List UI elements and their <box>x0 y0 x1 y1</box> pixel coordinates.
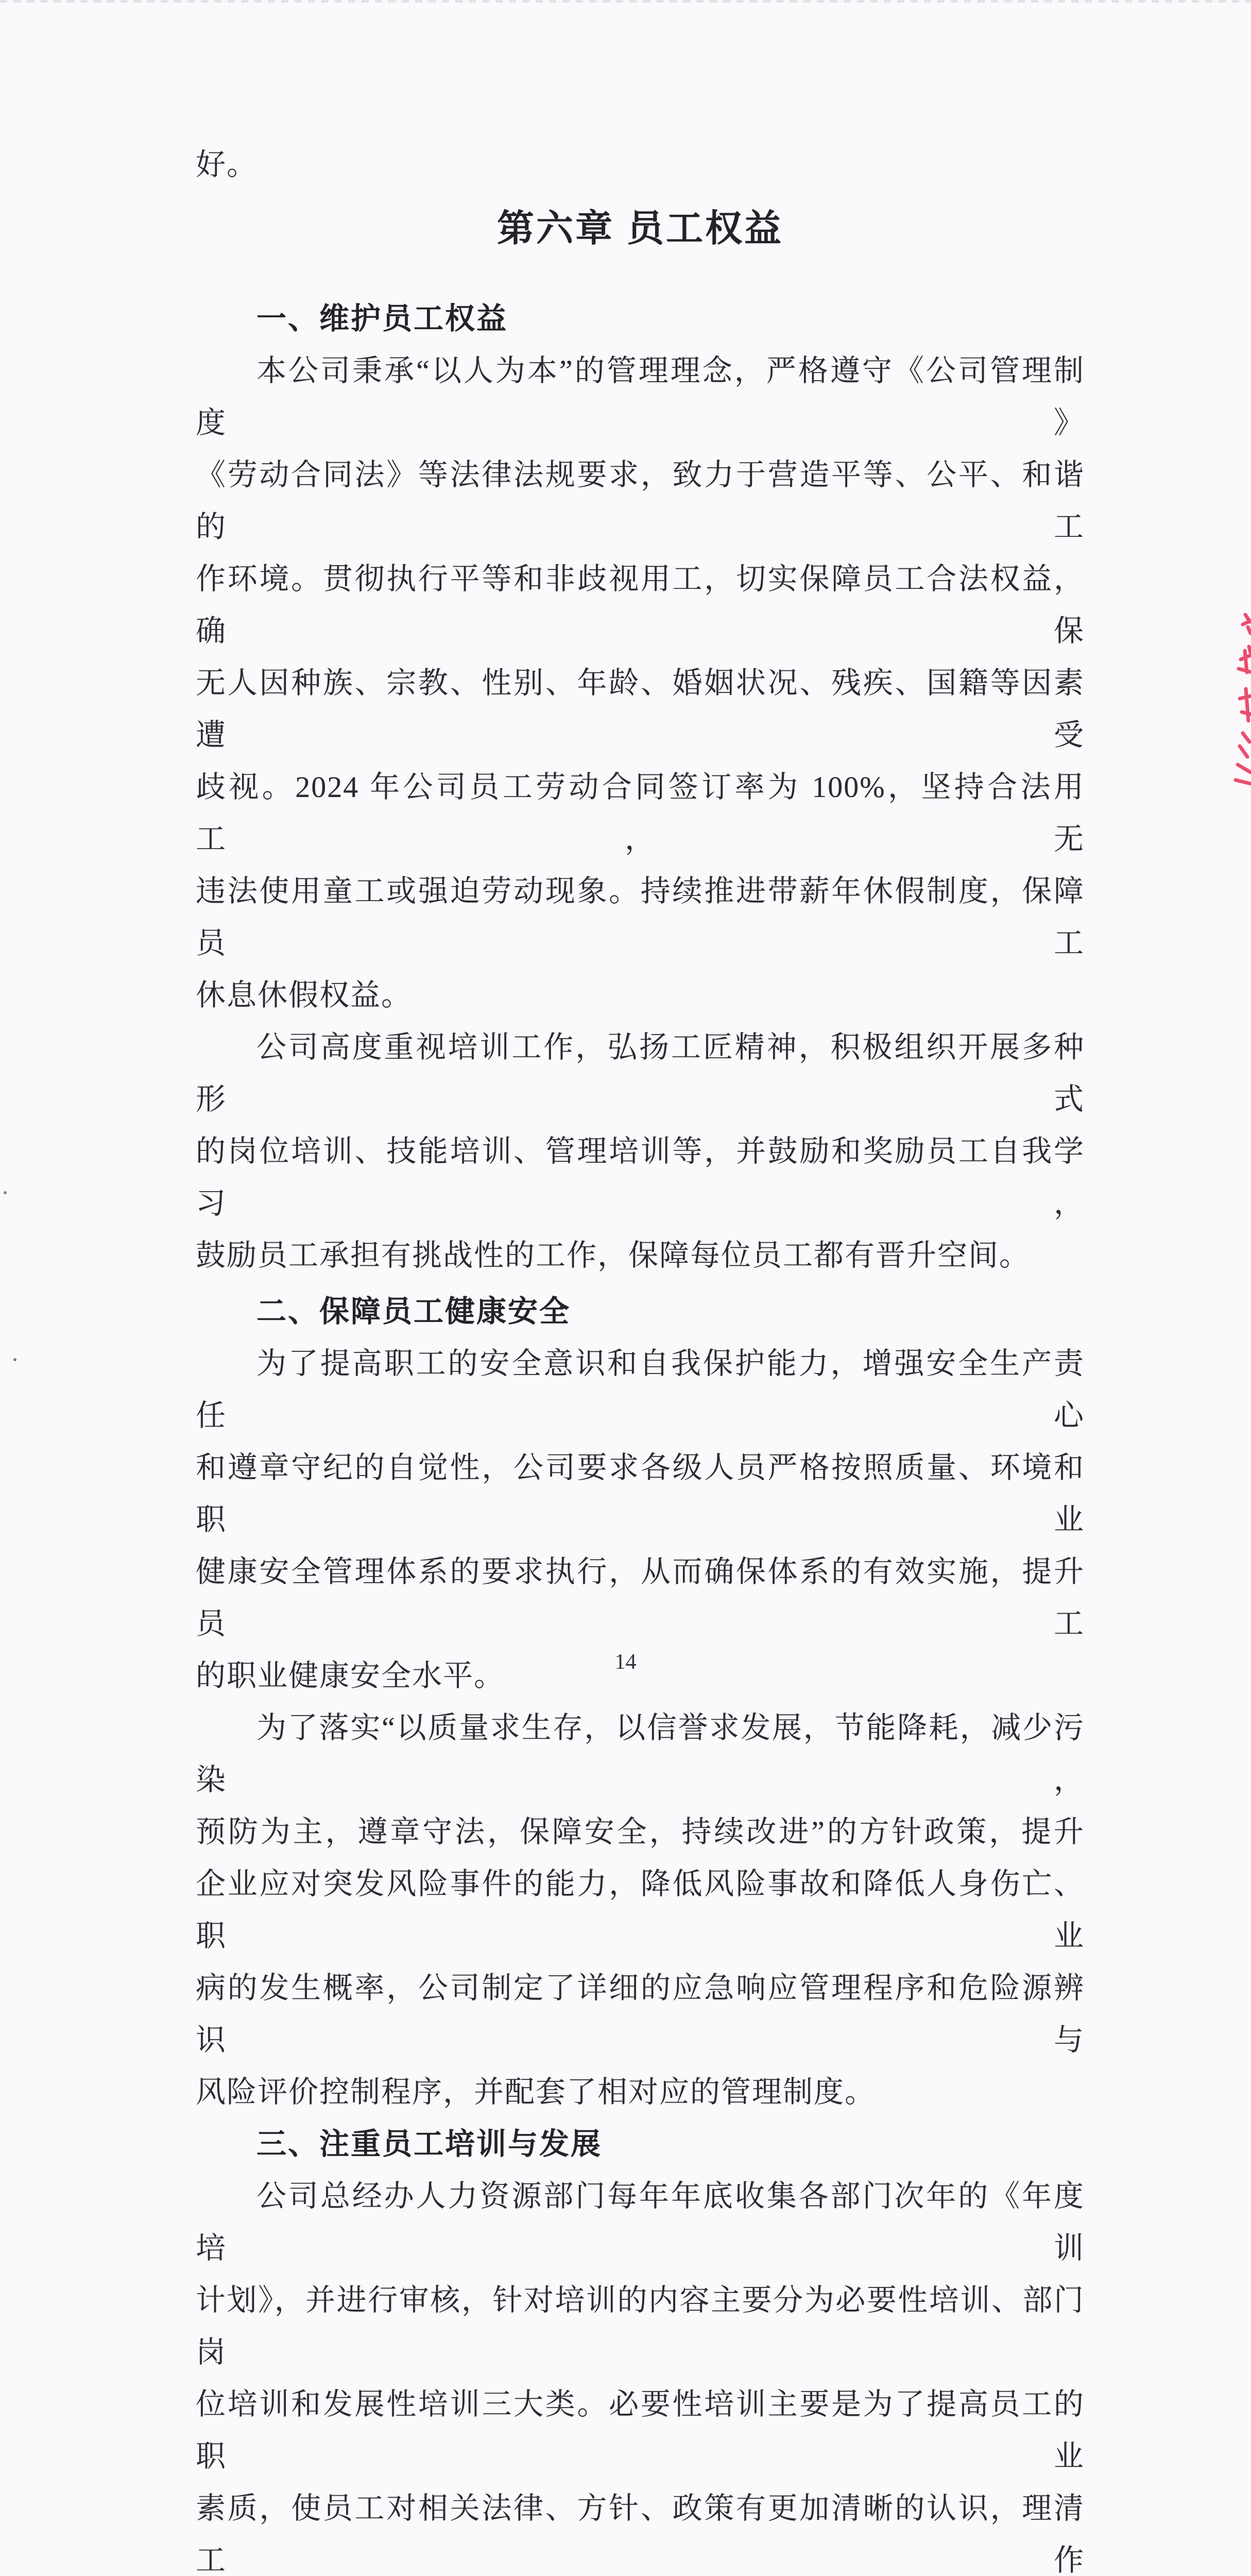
body-line: 无人因种族、宗教、性别、年龄、婚姻状况、残疾、国籍等因素遭受 <box>196 666 1085 752</box>
scan-speck <box>4 1191 7 1194</box>
section-heading: 二、保障员工健康安全 <box>256 1295 571 1328</box>
section-heading: 一、维护员工权益 <box>256 302 508 335</box>
document-body <box>196 139 1085 2576</box>
body-line: 歧视。2024 年公司员工劳动合同签订率为 100%，坚持合法用工，无 <box>196 770 1085 856</box>
body-line: 的职业健康安全水平。 <box>196 1659 505 1692</box>
body-line: 的岗位培训、技能培训、管理培训等，并鼓励和奖励员工自我学习， <box>196 1134 1085 1220</box>
body-line: 鼓励员工承担有挑战性的工作，保障每位员工都有晋升空间。 <box>196 1239 1031 1272</box>
body-line: 风险评价控制程序，并配套了相对应的管理制度。 <box>196 2075 876 2109</box>
chapter-title: 第六章 员工权益 <box>496 208 783 249</box>
body-line: 公司总经办人力资源部门每年年底收集各部门次年的《年度培训 <box>196 2179 1085 2265</box>
body-line: 和遵章守纪的自觉性，公司要求各级人员严格按照质量、环境和职业 <box>196 1451 1085 1536</box>
body-line: 预防为主，遵章守法，保障安全，持续改进”的方针政策，提升 <box>196 1815 1085 1849</box>
body-line: 位培训和发展性培训三大类。必要性培训主要是为了提高员工的职业 <box>196 2387 1085 2473</box>
body-line: 素质，使员工对相关法律、方针、政策有更加清晰的认识，理清工作 <box>196 2492 1085 2576</box>
body-line: 计划》，并进行审核，针对培训的内容主要分为必要性培训、部门岗 <box>196 2283 1085 2369</box>
body-line: 作环境。贯彻执行平等和非歧视用工，切实保障员工合法权益，确保 <box>196 562 1085 648</box>
scan-artifact-line <box>0 0 1251 3</box>
body-line: 公司高度重视培训工作，弘扬工匠精神，积极组织开展多种形式 <box>196 1030 1085 1116</box>
body-line: 休息休假权益。 <box>196 978 413 1012</box>
red-stamp-fragment <box>1230 611 1251 786</box>
body-line: 违法使用童工或强迫劳动现象。持续推进带薪年休假制度，保障员工 <box>196 874 1085 960</box>
body-line: 本公司秉承“以人为本”的管理理念，严格遵守《公司管理制度》 <box>196 354 1085 439</box>
scan-speck <box>13 1358 16 1361</box>
body-line: 企业应对突发风险事件的能力，降低风险事故和降低人身伤亡、职业 <box>196 1867 1085 1953</box>
body-line: 健康安全管理体系的要求执行，从而确保体系的有效实施，提升员工 <box>196 1555 1085 1640</box>
body-line: 《劳动合同法》等法律法规要求，致力于营造平等、公平、和谐的工 <box>196 458 1085 544</box>
page-number: 14 <box>614 1650 637 1674</box>
body-line: 好。 <box>196 148 258 181</box>
body-line: 为了提高职工的安全意识和自我保护能力，增强安全生产责任心 <box>196 1347 1085 1432</box>
body-line: 病的发生概率，公司制定了详细的应急响应管理程序和危险源辨识与 <box>196 1971 1085 2057</box>
body-line: 为了落实“以质量求生存，以信誉求发展，节能降耗，减少污染， <box>196 1711 1085 1797</box>
section-heading: 三、注重员工培训与发展 <box>256 2127 603 2161</box>
